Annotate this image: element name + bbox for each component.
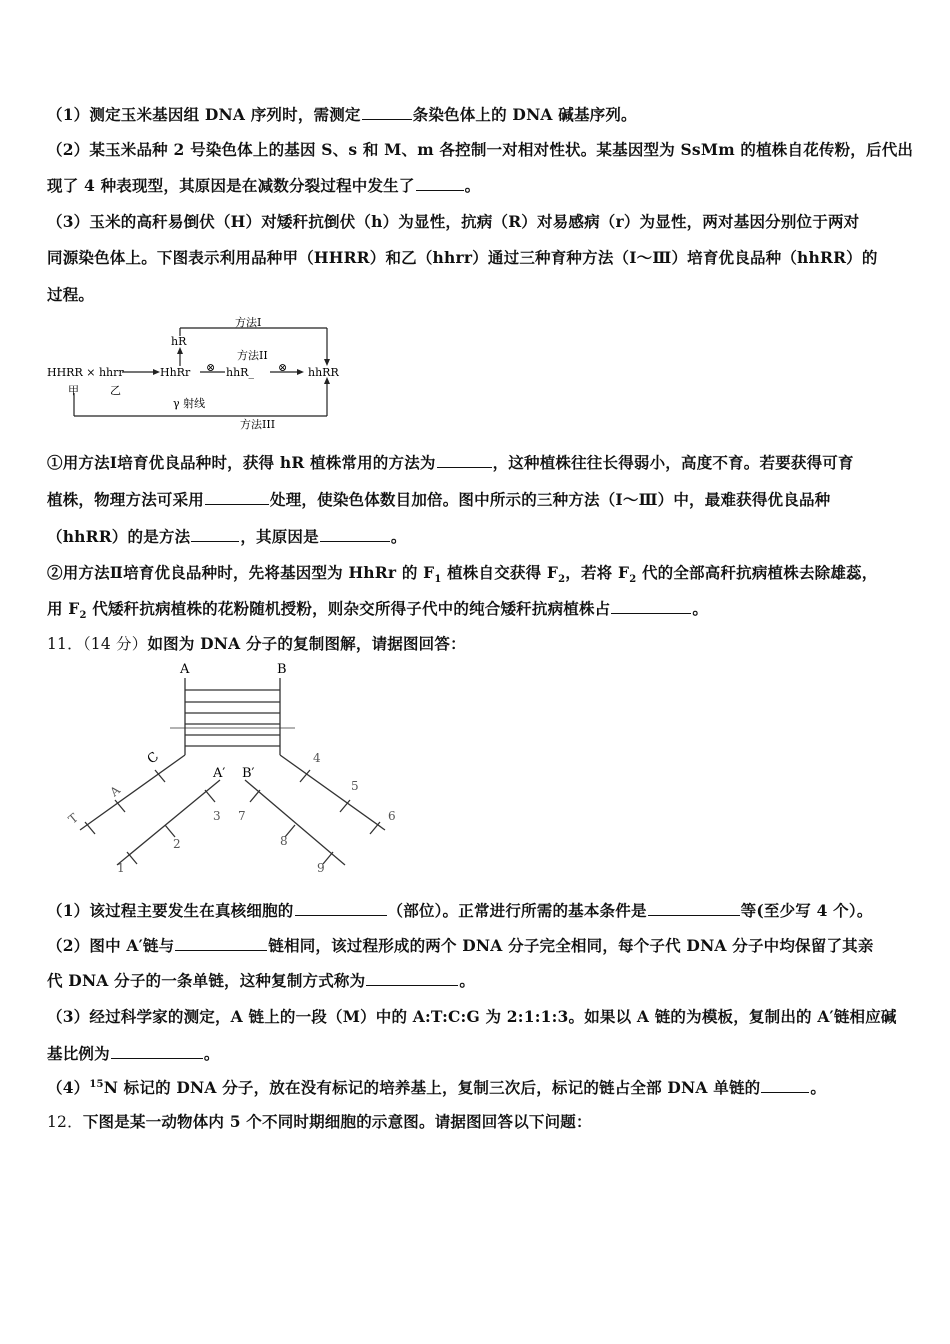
q10-part3-line2: 同源染色体上。下图表示利用品种甲（HHRR）和乙（hhrr）通过三种育种方法（Ⅰ～Ⅲ）培育优良品种（hhRR）的 [47,248,878,267]
base-mark: 6 [388,809,396,823]
strand-B-label: B [277,662,287,677]
self-symbol-2: ⊗ [278,361,288,374]
breeding-diagram [40,308,360,433]
yi-label: 乙 [110,384,121,397]
q11-part2-line1: （2）图中 A′链与 链相同，该过程形成的两个 DNA 分子完全相同，每个子代 DNA 分子中均保留了其亲 [47,936,874,955]
q10-part1: （1）测定玉米基因组 DNA 序列时，需测定 条染色体上的 DNA 碱基序列。 [47,105,637,124]
f1-label: HhRr [160,366,191,379]
q10-sub2-line1: ②用方法Ⅱ培育优良品种时，先将基因型为 HhRr 的 $F_1$ 植株自交获得 $F_2$，若将 $F_2$ 代的全部高秆抗病植株去除雄蕊， [47,563,878,586]
q10-part2-line1: （2）某玉米品种 2 号染色体上的基因 S、s 和 M、m 各控制一对相对性状。某基因型为 SsMm 的植株自花传粉，后代出 [47,140,914,159]
base-mark: 9 [317,861,325,875]
answer-blank[interactable] [111,1046,203,1059]
base-mark: 4 [313,751,321,765]
q10-sub1-line1: ①用方法Ⅰ培育优良品种时，获得 hR 植株常用的方法为 ，这种植株往往长得弱小，高度不育。若要获得可育 [47,453,854,472]
jia-label: 甲 [68,384,79,397]
answer-blank[interactable] [761,1080,809,1093]
method3-label: 方法III [240,418,276,431]
base-mark: 3 [213,809,221,823]
answer-blank[interactable] [416,178,464,191]
answer-blank[interactable] [437,455,492,468]
cross-label: HHRR × hhrr [47,366,124,379]
answer-blank[interactable] [648,903,740,916]
self-symbol-1: ⊗ [206,361,216,374]
q11-part3-line1: （3）经过科学家的测定，A 链上的一段（M）中的 A:T:C:G 为 2:1:1:3。如果以 A 链的为模板，复制出的 A′链相应碱 [47,1007,897,1026]
base-mark: T [65,810,81,827]
strand-A-label: A [180,662,190,677]
q10-sub1-line2: 植株，物理方法可采用 处理，使染色体数目加倍。图中所示的三种方法（Ⅰ～Ⅲ）中，最难获得优良品种 [47,490,831,509]
hhR-label: hhR_ [226,366,254,379]
strand-B-prime-label: B′ [242,766,255,781]
hR-label: hR [171,335,187,348]
q11-part4: $(4)^{15}N$ 标记的 DNA 分子，放在没有标记的培养基上，复制三次后，标记的链占全部 DNA 单链的 。 [47,1078,827,1097]
answer-blank[interactable] [175,938,267,951]
answer-blank[interactable] [320,529,390,542]
method1-label: 方法I [235,316,262,329]
base-mark: 1 [117,861,125,875]
q10-part3-line1: （3）玉米的高秆易倒伏（H）对矮秆抗倒伏（h）为显性，抗病（R）对易感病（r）为显性，两对基因分别位于两对 [47,212,860,231]
q11-heading: 11．（14 分）如图为 DNA 分子的复制图解，请据图回答： [47,634,466,653]
dna-replication-diagram [55,660,415,880]
answer-blank[interactable] [362,107,412,120]
q10-sub2-line2: 用 $F_2$ 代矮秆抗病植株的花粉随机授粉，则杂交所得子代中的纯合矮秆抗病植株占 。 [47,599,709,622]
base-mark: 2 [173,837,181,851]
base-mark: A [107,783,123,800]
answer-blank[interactable] [611,601,691,614]
strand-A-prime-label: A′ [213,766,226,781]
answer-blank[interactable] [205,492,269,505]
base-mark: 8 [280,834,288,848]
answer-blank[interactable] [295,903,387,916]
q11-part1: （1）该过程主要发生在真核细胞的 （部位）。正常进行所需的基本条件是 等(至少写 4 个）。 [47,901,873,920]
q10-part3-line3: 过程。 [47,285,95,304]
base-mark: 5 [351,779,359,793]
q12-heading: 12．下图是某一动物体内 5 个不同时期细胞的示意图。请据图回答以下问题： [47,1112,592,1131]
answer-blank[interactable] [366,973,458,986]
base-mark: 7 [238,809,246,823]
strand-C-label: C [144,749,162,768]
answer-blank[interactable] [191,529,239,542]
ray-label: γ 射线 [173,397,206,410]
q11-part2-line2: 代 DNA 分子的一条单链，这种复制方式称为 。 [47,971,476,990]
method2-label: 方法II [237,349,268,362]
q10-sub1-line3: （hhRR）的是方法 ，其原因是 。 [47,527,407,546]
target-label: hhRR [308,366,339,379]
q10-part2-line2: 现了 4 种表现型，其原因是在减数分裂过程中发生了 。 [47,176,481,195]
q11-part3-line2: 基比例为 。 [47,1044,220,1063]
